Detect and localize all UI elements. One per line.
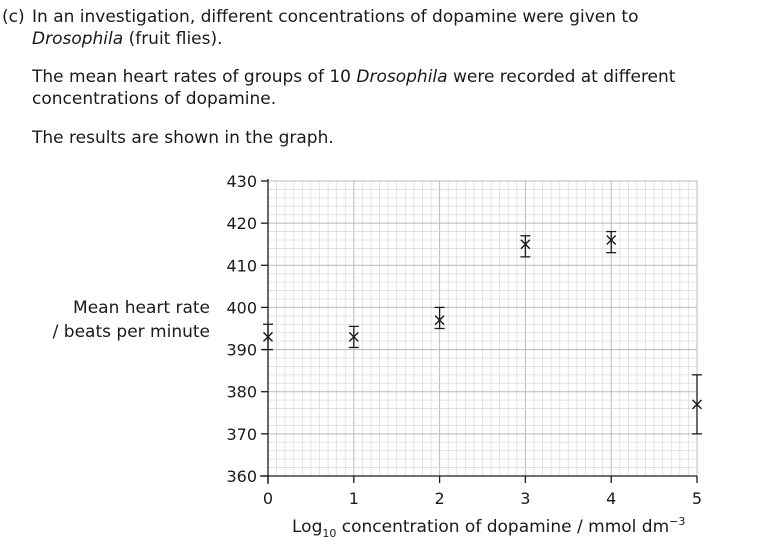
- paragraph-3: The results are shown in the graph.: [32, 128, 334, 148]
- paragraph-2-line-2: concentrations of dopamine.: [32, 89, 277, 109]
- x-axis-label-base: 10: [322, 527, 337, 540]
- species-name-2: Drosophila: [356, 67, 448, 87]
- x-tick-label: 3: [520, 489, 531, 508]
- x-tick-label: 1: [348, 489, 359, 508]
- y-axis-label-line-1: Mean heart rate: [73, 298, 210, 318]
- x-axis-label-log: Log: [292, 517, 323, 537]
- tick-labels: [226, 172, 702, 508]
- x-axis-label-exponent: −3: [669, 515, 686, 528]
- data-point: [263, 324, 273, 349]
- x-tick-label: 4: [606, 489, 617, 508]
- data-point: [692, 375, 702, 434]
- y-tick-label: 390: [226, 340, 257, 360]
- x-tick-label: 5: [691, 489, 703, 508]
- paragraph-2-text-b: were recorded at different: [447, 67, 676, 87]
- question-label: (c): [2, 7, 25, 27]
- x-tick-label: 2: [434, 489, 445, 508]
- data-point: [435, 307, 445, 328]
- y-tick-label: 420: [226, 214, 257, 234]
- y-tick-label: 410: [226, 256, 257, 276]
- y-tick-label: 400: [226, 298, 257, 318]
- y-tick-label: 370: [226, 424, 257, 444]
- y-tick-label: 430: [226, 172, 257, 191]
- data-point: [520, 236, 530, 257]
- question-line-2-rest: (fruit flies).: [123, 29, 223, 49]
- data-point: [606, 232, 616, 253]
- x-axis-label-main: concentration of dopamine / mmol dm: [336, 517, 670, 537]
- y-axis-label-line-2: / beats per minute: [52, 322, 210, 342]
- species-name: Drosophila: [32, 29, 124, 49]
- grid: [268, 181, 697, 476]
- axes: [260, 179, 697, 484]
- question-line-1: In an investigation, different concentrations of dopamine were given to: [32, 7, 639, 27]
- x-tick-label: 0: [262, 489, 274, 508]
- y-tick-label: 360: [226, 467, 257, 486]
- y-tick-label: 380: [226, 382, 257, 402]
- paragraph-2-text-a: The mean heart rates of groups of 10: [32, 67, 357, 87]
- data-point: [349, 326, 359, 347]
